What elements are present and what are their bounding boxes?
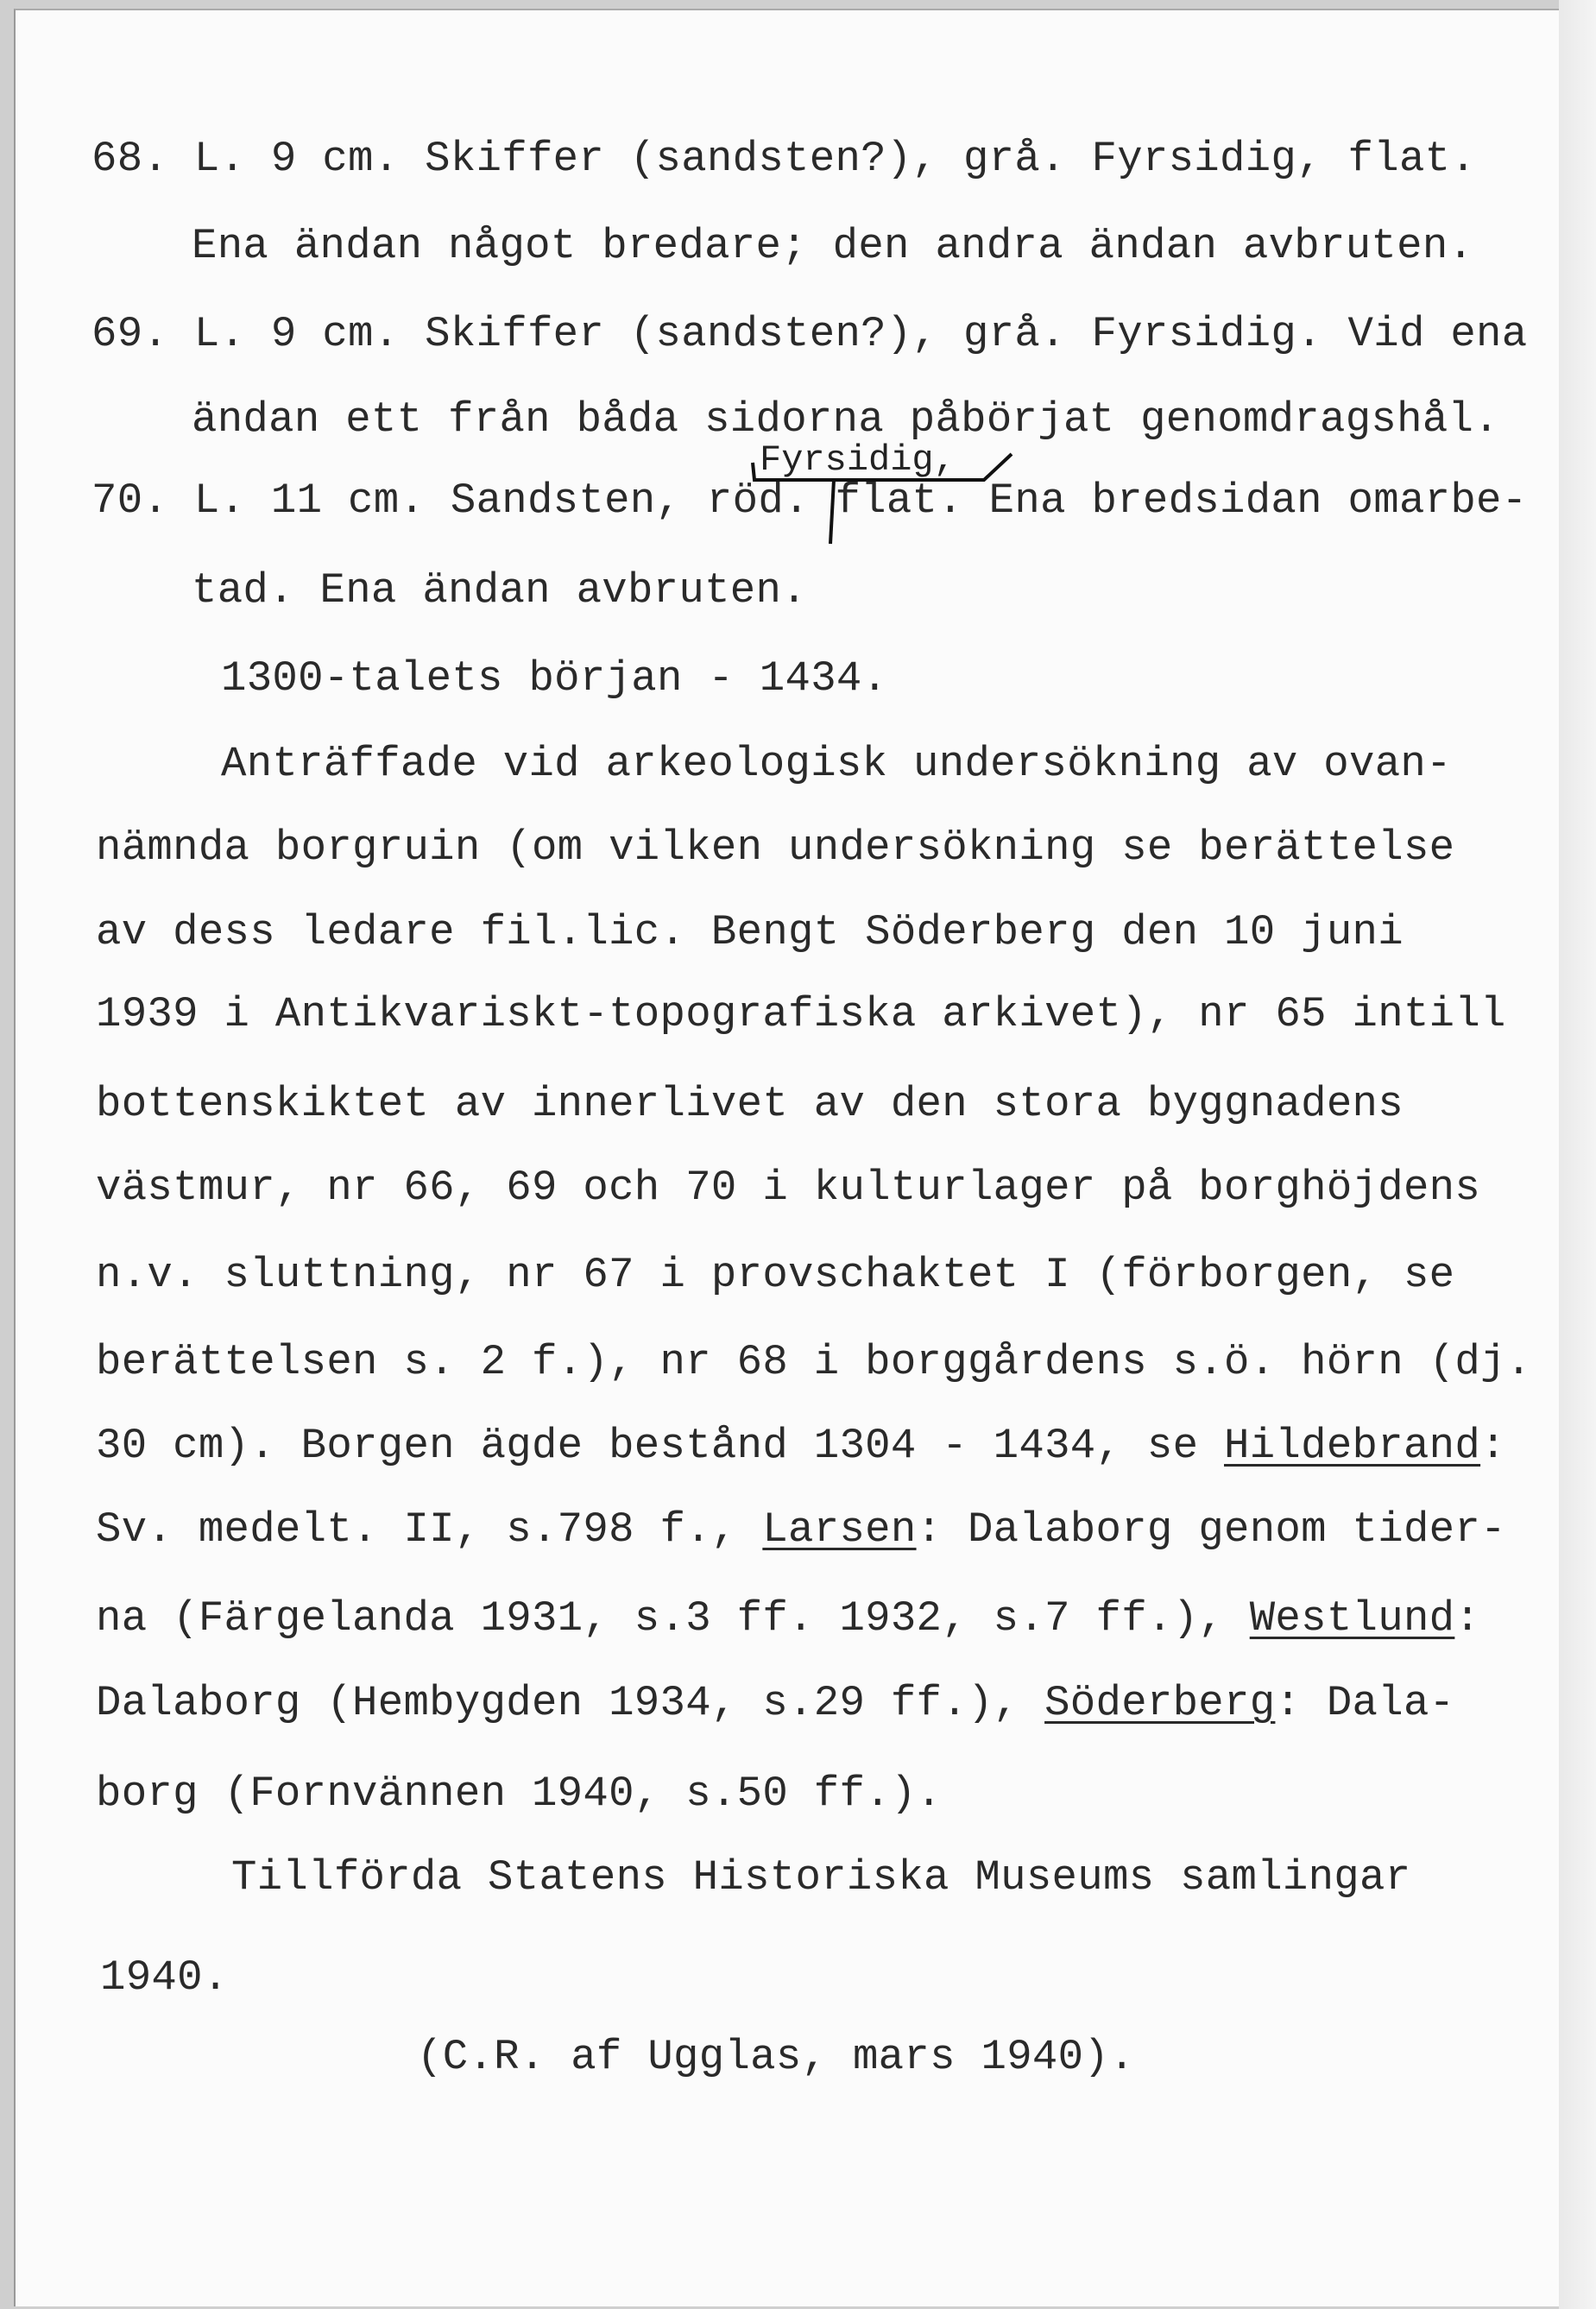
text-segment: Ena ändan något bredare; den andra ändan avbruten.: [192, 222, 1474, 270]
text-segment: Anträffade vid arkeologisk undersökning av ovan-: [221, 740, 1452, 788]
text-segment: 70. L. 11 cm. Sandsten, röd. flat. Ena bredsidan omarbe-: [91, 476, 1528, 525]
text-segment: berättelsen s. 2 f.), nr 68 i borggårdens s.ö. hörn (dj.: [96, 1338, 1532, 1386]
text-segment: Dalaborg (Hembygden 1934, s.29 ff.),: [96, 1679, 1045, 1727]
text-segment: n.v. sluttning, nr 67 i provschaktet I (förborgen, se: [96, 1251, 1455, 1299]
text-segment: 1300-talets början - 1434.: [221, 654, 888, 703]
underlined-author: Westlund: [1249, 1594, 1455, 1643]
text-segment: bottenskiktet av innerlivet av den stora byggnadens: [96, 1080, 1404, 1128]
text-segment: 1940.: [100, 1953, 229, 2002]
text-segment: Sv. medelt. II, s.798 f.,: [96, 1505, 763, 1554]
text-segment: 30 cm). Borgen ägde bestånd 1304 - 1434, se: [96, 1422, 1225, 1470]
text-segment: 69. L. 9 cm. Skiffer (sandsten?), grå. Fyrsidig. Vid ena: [91, 310, 1528, 358]
text-segment: ändan ett från båda sidorna påbörjat genomdragshål.: [192, 395, 1499, 444]
text-segment: tad. Ena ändan avbruten.: [192, 566, 807, 615]
underlined-author: Larsen: [762, 1505, 917, 1554]
text-segment: :: [1480, 1422, 1506, 1470]
text-segment: borg (Fornvännen 1940, s.50 ff.).: [96, 1770, 943, 1818]
text-segment: nämnda borgruin (om vilken undersökning se berättelse: [96, 823, 1455, 872]
text-segment: av dess ledare fil.lic. Bengt Söderberg den 10 juni: [96, 908, 1404, 956]
text-segment: na (Färgelanda 1931, s.3 ff. 1932, s.7 ff.),: [96, 1594, 1250, 1643]
underlined-author: Söderberg: [1044, 1679, 1276, 1727]
text-segment: (C.R. af Ugglas, mars 1940).: [417, 2033, 1135, 2081]
text-segment: 1939 i Antikvariskt-topografiska arkivet), nr 65 intill: [96, 990, 1506, 1038]
handwritten-insertion: Fyrsidig,: [760, 439, 956, 481]
text-segment: : Dalaborg genom tider-: [916, 1505, 1506, 1554]
underlined-author: Hildebrand: [1224, 1422, 1481, 1470]
text-segment: :: [1454, 1594, 1481, 1643]
text-segment: 68. L. 9 cm. Skiffer (sandsten?), grå. Fyrsidig, flat.: [91, 135, 1477, 183]
text-segment: Tillförda Statens Historiska Museums samlingar: [231, 1853, 1411, 1902]
text-segment: : Dala-: [1275, 1679, 1455, 1727]
text-segment: västmur, nr 66, 69 och 70 i kulturlager på borghöjdens: [96, 1164, 1481, 1212]
